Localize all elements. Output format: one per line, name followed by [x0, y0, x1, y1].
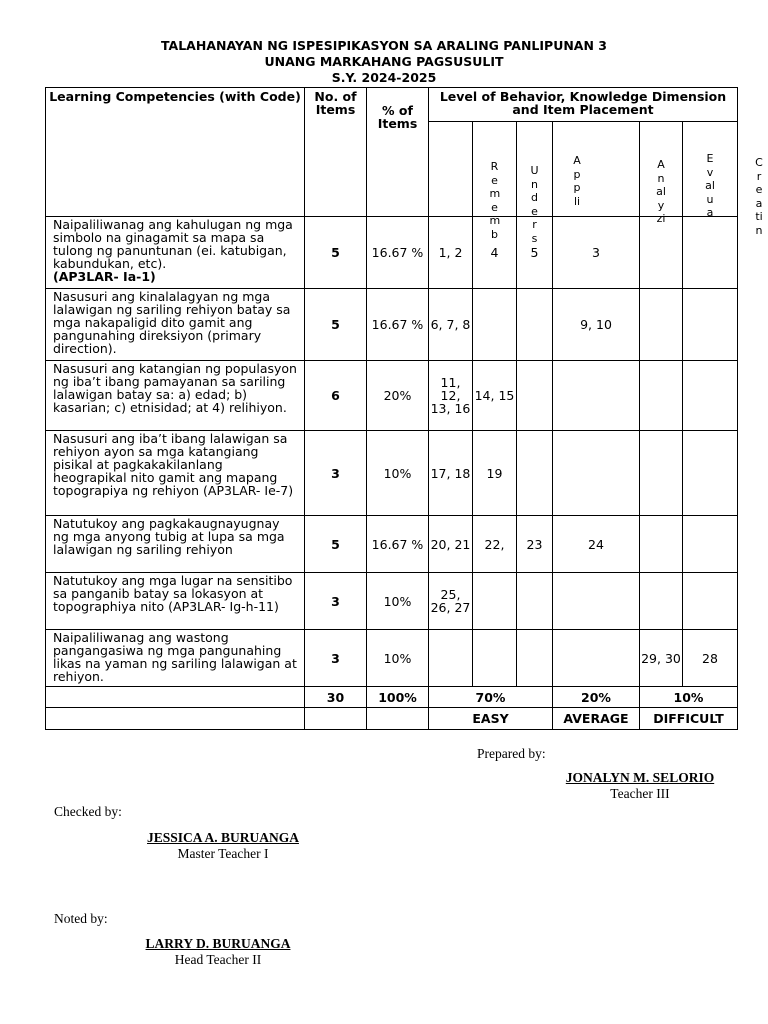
- creating-cell: [683, 361, 738, 431]
- creating-cell: [683, 573, 738, 630]
- creating-cell: 28: [683, 630, 738, 687]
- difficult-label: DIFFICULT: [640, 708, 738, 730]
- specification-table: [45, 87, 763, 730]
- items-cell: 3: [305, 431, 367, 516]
- items-cell: 5: [305, 516, 367, 573]
- items-cell: 3: [305, 630, 367, 687]
- school-year: S.Y. 2024-2025: [331, 70, 437, 85]
- applying-cell: [517, 361, 553, 431]
- evaluating-cell: [640, 573, 683, 630]
- percent-cell: 16.67 %: [367, 217, 429, 289]
- percent-cell: 16.67 %: [367, 289, 429, 361]
- header-understanding: Unders: [517, 122, 553, 217]
- easy-label: EASY: [429, 708, 553, 730]
- items-cell: 5: [305, 217, 367, 289]
- prepared-by-title: Teacher III: [610, 786, 670, 801]
- analyzing-cell: [553, 361, 640, 431]
- understanding-cell: [473, 289, 517, 361]
- header-blank-level: [429, 122, 473, 217]
- evaluating-cell: [640, 217, 683, 289]
- prepared-by-signatory: [550, 770, 730, 802]
- exam-name: UNANG MARKAHANG PAGSUSULIT: [264, 54, 504, 69]
- understanding-cell: 19: [473, 431, 517, 516]
- evaluating-cell: 29, 30: [640, 630, 683, 687]
- competency-cell: Naipaliliwanag ang wastong pangangasiwa ng mga pangunahing likas na yaman ng sariling lalawigan at rehiyon.: [46, 630, 305, 687]
- applying-cell: [517, 573, 553, 630]
- analyzing-cell: [553, 573, 640, 630]
- percent-cell: 10%: [367, 630, 429, 687]
- understanding-cell: [473, 573, 517, 630]
- items-cell: 3: [305, 573, 367, 630]
- applying-cell: 23: [517, 516, 553, 573]
- competency-cell: Naipaliliwanag ang kahulugan ng mga simbolo na ginagamit sa mapa sa tulong ng panuntunan (ei. katubigan, kabundukan, etc). (AP3LAR- Ia-1): [46, 217, 305, 289]
- easy-percent: 70%: [429, 687, 553, 708]
- header-applying: Appli: [553, 122, 640, 217]
- evaluating-cell: [640, 361, 683, 431]
- analyzing-cell: 3: [553, 217, 640, 289]
- document-title: TALAHANAYAN NG ISPESIPIKASYON SA ARALING PANLIPUNAN 3: [160, 38, 607, 53]
- percent-cell: 10%: [367, 431, 429, 516]
- remembering-cell: 11, 12, 13, 16: [429, 361, 473, 431]
- applying-cell: [517, 431, 553, 516]
- remembering-cell: 20, 21: [429, 516, 473, 573]
- remembering-cell: 25, 26, 27: [429, 573, 473, 630]
- evaluating-cell: [640, 516, 683, 573]
- noted-by-label: Noted by:: [54, 911, 108, 926]
- header-no-of-items: No. of Items: [305, 88, 367, 217]
- blank-cell: [367, 708, 429, 730]
- totals-label-cell: [46, 687, 305, 708]
- header-remembering: Rememb: [473, 122, 517, 217]
- remembering-cell: 17, 18: [429, 431, 473, 516]
- analyzing-cell: [553, 431, 640, 516]
- difficult-percent: 10%: [640, 687, 738, 708]
- header-percent-of-items: % of Items: [367, 88, 429, 217]
- competency-cell: Nasusuri ang iba’t ibang lalawigan sa rehiyon ayon sa mga katangiang pisikal at pagkakakilanlang heograpikal nito gamit ang mapang topograpiya ng rehiyon (AP3LAR- Ie-7): [46, 431, 305, 516]
- competency-cell: Natutukoy ang mga lugar na sensitibo sa panganib batay sa lokasyon at topographiya nito (AP3LAR- Ig-h-11): [46, 573, 305, 630]
- understanding-cell: 14, 15: [473, 361, 517, 431]
- header-levels: Level of Behavior, Knowledge Dimension and Item Placement: [429, 88, 738, 122]
- creating-cell: [683, 516, 738, 573]
- applying-cell: [517, 289, 553, 361]
- competency-cell: Nasusuri ang katangian ng populasyon ng iba’t ibang pamayanan sa sariling lalawigan batay sa: a) edad; b) kasarian; c) etnisidad; at 4) relihiyon.: [46, 361, 305, 431]
- noted-by-name: LARRY D. BURUANGA: [145, 936, 291, 951]
- understanding-cell: 4: [473, 217, 517, 289]
- analyzing-cell: 9, 10: [553, 289, 640, 361]
- creating-cell: [683, 431, 738, 516]
- header-competencies: Learning Competencies (with Code): [46, 88, 305, 217]
- checked-by-title: Master Teacher I: [177, 846, 269, 861]
- competency-cell: Natutukoy ang pagkakaugnayugnay ng mga anyong tubig at lupa sa mga lalawigan ng sariling rehiyon: [46, 516, 305, 573]
- checked-by-signatory: [128, 830, 318, 862]
- average-percent: 20%: [553, 687, 640, 708]
- understanding-cell: [473, 630, 517, 687]
- noted-by-signatory: [128, 936, 308, 968]
- items-cell: 6: [305, 361, 367, 431]
- competency-cell: Nasusuri ang kinalalagyan ng mga lalawigan ng sariling rehiyon batay sa mga nakapaligid dito gamit ang pangunahing direksiyon (primary direction).: [46, 289, 305, 361]
- prepared-by-label: Prepared by:: [477, 746, 546, 761]
- percent-cell: 10%: [367, 573, 429, 630]
- total-percent: 100%: [367, 687, 429, 708]
- items-cell: 5: [305, 289, 367, 361]
- evaluating-cell: [640, 289, 683, 361]
- applying-cell: 5: [517, 217, 553, 289]
- checked-by-label: Checked by:: [54, 804, 122, 819]
- average-label: AVERAGE: [553, 708, 640, 730]
- header-analyzing: Analyzi: [640, 122, 683, 217]
- creating-cell: [683, 289, 738, 361]
- blank-cell: [46, 708, 305, 730]
- percent-cell: 20%: [367, 361, 429, 431]
- applying-cell: [517, 630, 553, 687]
- understanding-cell: 22,: [473, 516, 517, 573]
- noted-by-title: Head Teacher II: [174, 952, 262, 967]
- analyzing-cell: [553, 630, 640, 687]
- remembering-cell: 1, 2: [429, 217, 473, 289]
- evaluating-cell: [640, 431, 683, 516]
- analyzing-cell: 24: [553, 516, 640, 573]
- checked-by-name: JESSICA A. BURUANGA: [147, 830, 299, 845]
- prepared-by-name: JONALYN M. SELORIO: [565, 770, 715, 785]
- percent-cell: 16.67 %: [367, 516, 429, 573]
- header-evaluating: Evalua Creatin: [683, 122, 738, 217]
- blank-cell: [305, 708, 367, 730]
- remembering-cell: [429, 630, 473, 687]
- remembering-cell: 6, 7, 8: [429, 289, 473, 361]
- total-items: 30: [305, 687, 367, 708]
- creating-cell: [683, 217, 738, 289]
